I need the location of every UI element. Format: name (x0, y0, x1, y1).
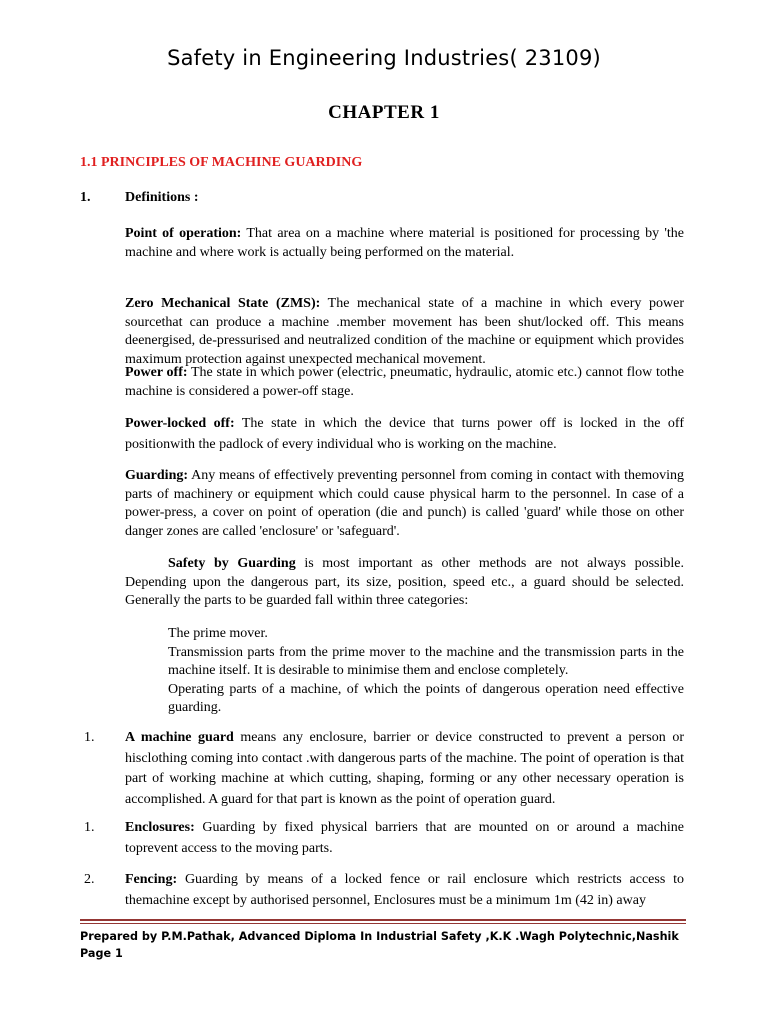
definition-text: That area on a machine where material is positioned for processing by 'the machine and where work is actually being performed on the material. (125, 226, 684, 260)
definition-text: is most important as other methods are not always possible. Depending upon the dangerous part, its size, position, speed etc., a guard should be selected. Generally the parts to be guarded fall within three categories: (125, 556, 684, 608)
definitions-label: Definitions : (125, 190, 199, 205)
term-label: Power off: (125, 365, 188, 380)
term-label: Safety by Guarding (168, 556, 296, 571)
definition-text: The state in which the device that turns power off is locked in the off positionwith the padlock of every individual who is working on the machine. (125, 416, 684, 452)
paragraph-guarding (125, 467, 684, 541)
section-title: 1.1 PRINCIPLES OF MACHINE GUARDING (80, 155, 363, 170)
term-label: Enclosures: (125, 820, 195, 835)
list-item-machine-guard (84, 728, 684, 810)
definitions-number: 1. (80, 190, 91, 205)
paragraph-power-locked-off (125, 414, 684, 455)
item-text (125, 870, 684, 911)
category-item: Transmission parts from the prime mover to the machine and the transmission parts in the machine itself. It is desirable to minimise them and enclose completely. (168, 644, 684, 678)
term-label: A machine guard (125, 730, 234, 745)
paragraph-point-of-operation (125, 225, 684, 262)
item-number: 1. (84, 730, 95, 745)
category-item: Operating parts of a machine, of which the points of dangerous operation need effective guarding. (168, 681, 684, 715)
term-label: Fencing: (125, 872, 178, 887)
page-header-title: Safety in Engineering Industries( 23109) (167, 46, 601, 70)
paragraph-safety-by-guarding (125, 555, 684, 611)
list-item-enclosures (84, 818, 684, 859)
definition-text: The state in which power (electric, pneumatic, hydraulic, atomic etc.) cannot flow tothe machine is considered a power-off stage. (125, 365, 684, 399)
item-number: 1. (84, 820, 95, 835)
footer-rule-thin (80, 923, 686, 924)
paragraph-power-off (125, 364, 684, 401)
chapter-title: CHAPTER 1 (328, 102, 440, 123)
category-item: The prime mover. (168, 626, 268, 641)
item-text (125, 818, 684, 859)
footer-prepared-by: Prepared by P.M.Pathak, Advanced Diploma In Industrial Safety ,K.K .Wagh Polytechnic,Nashik (80, 930, 679, 943)
term-label: Point of operation: (125, 226, 242, 241)
term-label: Zero Mechanical State (ZMS): (125, 296, 321, 311)
item-number: 2. (84, 872, 95, 887)
paragraph-zero-mechanical-state (125, 295, 684, 369)
footer-page-number: Page 1 (80, 947, 123, 960)
list-item-fencing (84, 870, 684, 911)
footer-rule-thick (80, 919, 686, 921)
definitions-heading (80, 190, 199, 206)
category-list (168, 625, 684, 718)
definition-text: means any enclosure, barrier or device constructed to prevent a person or hisclothing coming into contact .with dangerous parts of the machine. The point of operation is that part of working machine at which cutting, shaping, forming or any other necessary operation is accomplished. A guard for that part is known as the point of operation guard. (125, 730, 684, 807)
definition-text: Any means of effectively preventing personnel from coming in contact with themoving parts of machinery or equipment which could cause physical harm to the personnel. In case of a power-press, a cover on point of operation (die and punch) is called 'guard' while those on other danger zones are called 'enclosure' or 'safeguard'. (125, 468, 684, 539)
definition-text: Guarding by fixed physical barriers that are mounted on or around a machine toprevent access to the moving parts. (125, 820, 684, 856)
item-text (125, 728, 684, 810)
page-footer (80, 928, 679, 962)
definition-text: The mechanical state of a machine in which every power sourcethat can produce a machine .member movement has been shut/locked off. This means deenergised, de-pressurised and neutralized condition of the machine or equipment which provides maximum protection against unexpected mechanical movement. (125, 296, 684, 367)
definition-text: Guarding by means of a locked fence or rail enclosure which restricts access to themachine except by authorised personnel, Enclosures must be a minimum 1m (42 in) away (125, 872, 684, 908)
term-label: Power-locked off: (125, 416, 235, 431)
term-label: Guarding: (125, 468, 189, 483)
